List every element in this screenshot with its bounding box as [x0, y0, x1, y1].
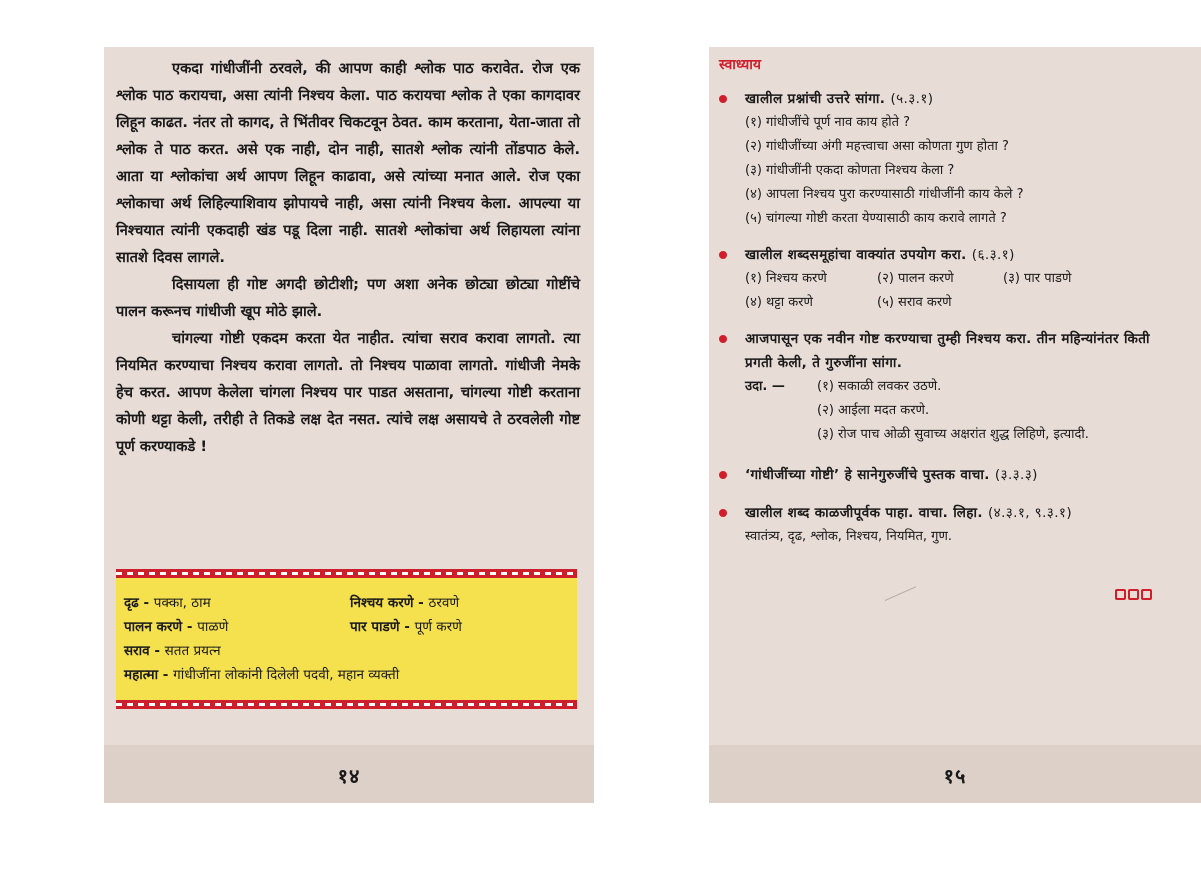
sub-question: (१) गांधीजींचे पूर्ण नाव काय होते ?: [745, 115, 911, 130]
phrase-item: (३) पार पाडणे: [1003, 271, 1072, 286]
glossary-entry: निश्चय करणे - ठरवणे: [350, 595, 460, 611]
phrase-item: (४) थट्टा करणे: [745, 295, 813, 310]
left-page: [104, 47, 594, 803]
example-item: (२) आईला मदत करणे.: [817, 403, 930, 418]
question-heading: खालील शब्दसमूहांचा वाक्यांत उपयोग करा. (६.३.१): [745, 247, 1015, 263]
phrase-item: (२) पालन करणे: [877, 271, 954, 286]
word-list: स्वातंत्र्य, दृढ, श्लोक, निश्चय, नियमित, गुण.: [745, 529, 953, 544]
glossary-entry: पार पाडणे - पूर्ण करणे: [350, 619, 462, 635]
paragraph-3: चांगल्या गोष्टी एकदम करता येत नाहीत. त्यांचा सराव करावा लागतो. त्या नियमित करण्याचा निश्चय करावा लागतो. तो निश्चय पाळावा लागतो. गांधीजी नेमके हेच करत. आपण केलेला चांगला निश्चय पार पाडत असताना, चांगल्या गोष्टी करताना कोणी थट्टा केली, तरीही ते तिकडे लक्ष देत नसत. त्यांचे लक्ष असायचे ते ठरवलेली गोष्ट पूर्ण करण्याकडे !: [116, 330, 580, 455]
glossary-entry: सराव - सतत प्रयत्न: [124, 643, 221, 659]
phrase-item: (५) सराव करणे: [877, 295, 952, 310]
bullet-icon: [719, 335, 727, 343]
example-label: उदा. —: [745, 379, 785, 394]
question-heading: खालील शब्द काळजीपूर्वक पाहा. वाचा. लिहा. (४.३.१, ९.३.१): [745, 505, 1072, 521]
bullet-icon: [719, 509, 727, 517]
right-page: [709, 47, 1201, 803]
question-heading: आजपासून एक नवीन गोष्ट करण्याचा तुम्ही निश्चय करा. तीन महिन्यांनंतर किती प्रगती केली, ते गुरुजींना सांगा.: [745, 331, 1150, 371]
glossary-entry: पालन करणे - पाळणे: [124, 619, 229, 635]
sub-question: (५) चांगल्या गोष्टी करता येण्यासाठी काय करावे लागते ?: [745, 211, 1007, 226]
bullet-icon: [719, 471, 727, 479]
bullet-icon: [719, 251, 727, 259]
paragraph-2: दिसायला ही गोष्ट अगदी छोटीशी; पण अशा अनेक छोट्या छोट्या गोष्टींचे पालन करूनच गांधीजी खूप मोठे झाले.: [116, 276, 580, 320]
stray-mark: [885, 586, 916, 601]
sub-question: (३) गांधीजींनी एकदा कोणता निश्चय केला ?: [745, 163, 955, 178]
example-item: (१) सकाळी लवकर उठणे.: [817, 379, 942, 394]
question-heading: खालील प्रश्नांची उत्तरे सांगा. (५.३.१): [745, 91, 934, 107]
page-number: १४: [337, 764, 361, 788]
glossary-box: [116, 569, 577, 709]
paragraph-1: एकदा गांधीजींनी ठरवले, की आपण काही श्लोक पाठ करावेत. रोज एक श्लोक पाठ करायचा, असा त्यांनी निश्चय केला. पाठ करायचा श्लोक ते एका कागदावर लिहून काढत. नंतर तो कागद, ते भिंतीवर चिकटवून ठेवत. काम करताना, येता-जाता तो श्लोक ते पाठ करत. असे एक नाही, दोन नाही, सातशे श्लोक त्यांनी तोंडपाठ केले. आता या श्लोकांचा अर्थ आपण लिहून काढावा, असे त्यांच्या मनात आले. रोज एका श्लोकाचा अर्थ लिहिल्याशिवाय झोपायचे नाही, असा त्यांनी निश्चय केला. आपल्या या निश्चयात त्यांनी एकदाही खंड पडू दिला नाही. सातशे श्लोकांचा अर्थ लिहायला त्यांना सातशे दिवस लागले.: [116, 60, 580, 266]
question-heading: ‘गांधीजींच्या गोष्टी’ हे सानेगुरुजींचे पुस्तक वाचा. (३.३.३): [745, 467, 1038, 483]
glossary-entry: दृढ - पक्का, ठाम: [124, 595, 211, 611]
sub-question: (२) गांधीजींच्या अंगी महत्त्वाचा असा कोणता गुण होता ?: [745, 139, 1009, 154]
bullet-icon: [719, 95, 727, 103]
end-marker-icon: [1115, 589, 1152, 600]
phrase-item: (१) निश्चय करणे: [745, 271, 827, 286]
sub-question: (४) आपला निश्चय पुरा करण्यासाठी गांधीजींनी काय केले ?: [745, 187, 1024, 202]
story-text: [116, 55, 580, 460]
example-item: (३) रोज पाच ओळी सुवाच्य अक्षरांत शुद्ध लिहिणे, इत्यादी.: [817, 427, 1089, 442]
glossary-entry: महात्मा - गांधीजींना लोकांनी दिलेली पदवी, महान व्यक्ती: [124, 667, 400, 683]
page-number: १५: [943, 764, 967, 788]
exercise-title: स्वाध्याय: [719, 57, 761, 73]
